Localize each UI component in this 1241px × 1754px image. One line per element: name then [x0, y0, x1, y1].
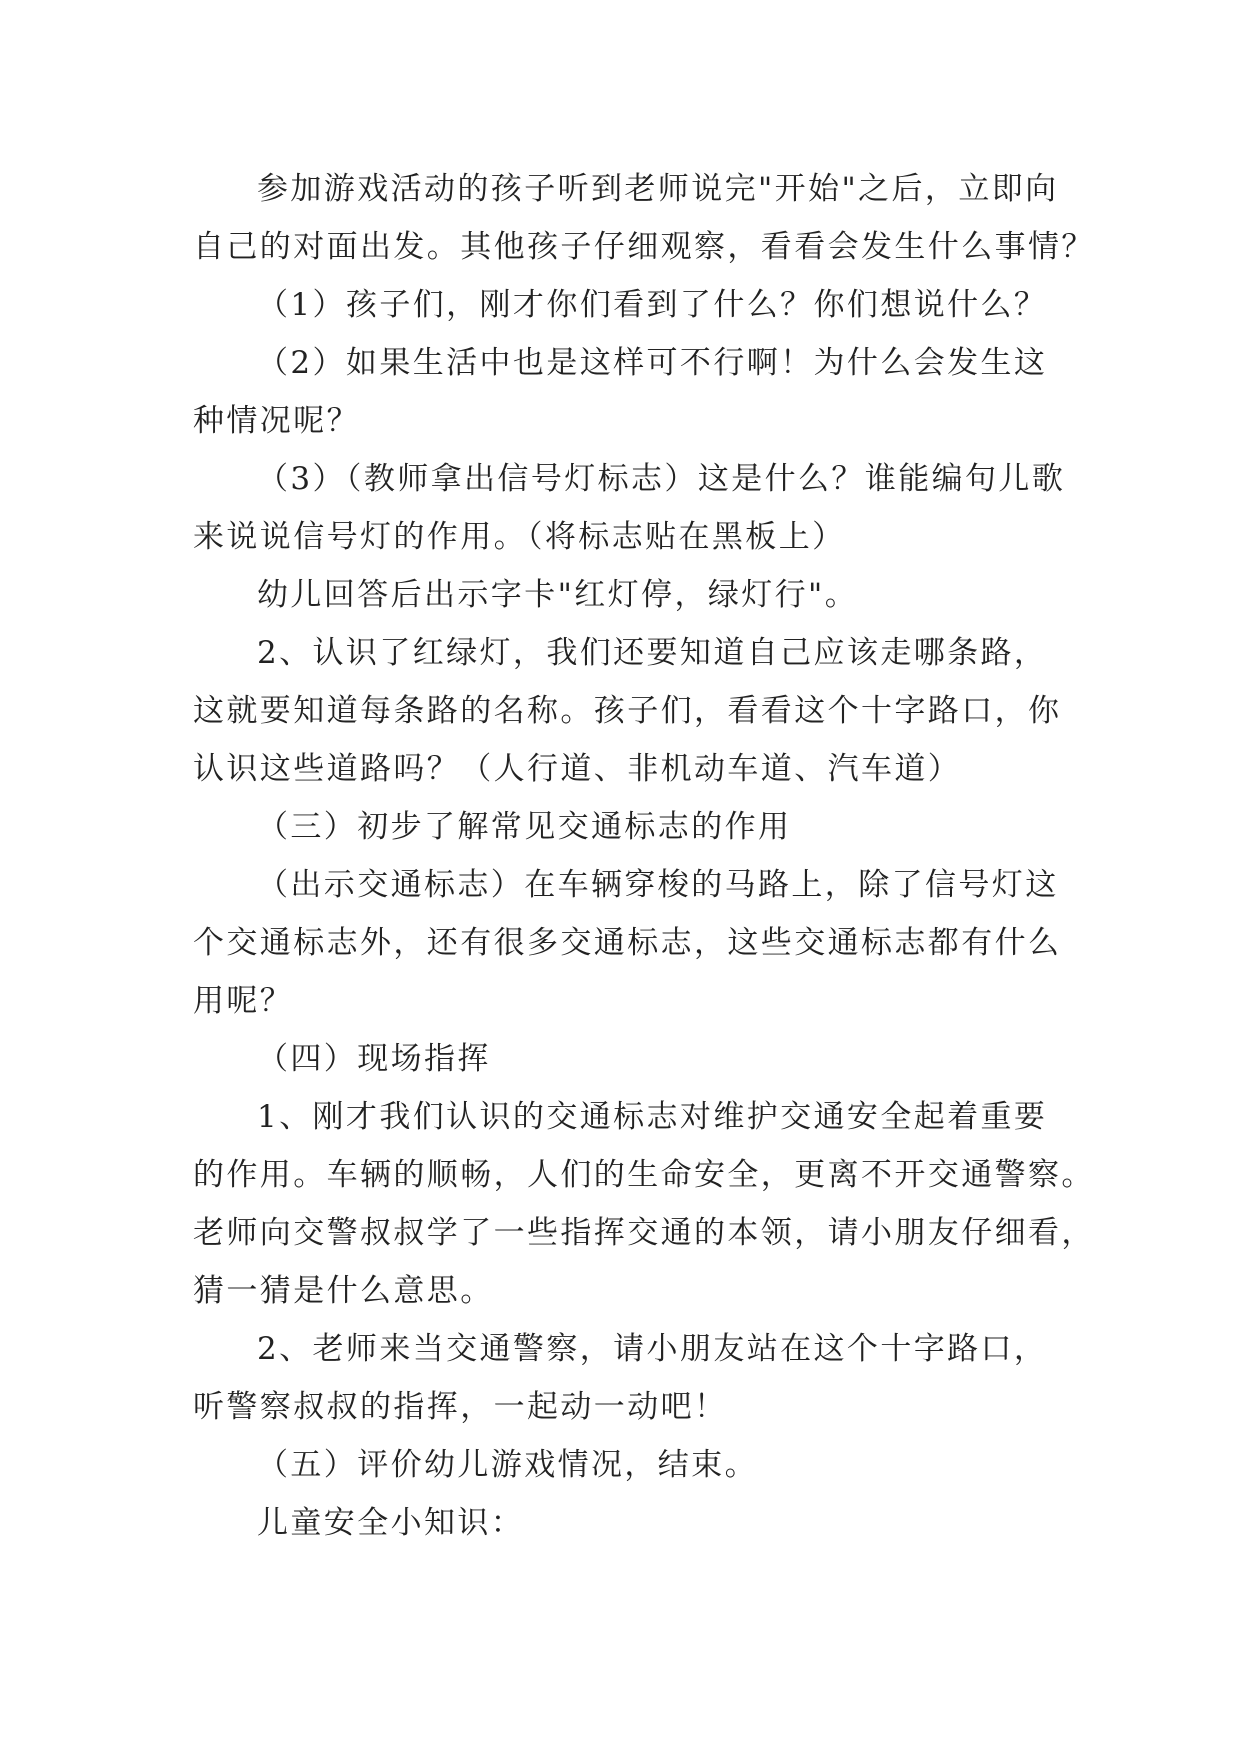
text-line-3: （1）孩子们，刚才你们看到了什么？你们想说什么？ — [257, 287, 1048, 323]
text-line-17: 1、刚才我们认识的交通标志对维护交通安全起着重要 — [257, 1099, 1048, 1135]
text-line-7: 来说说信号灯的作用。（将标志贴在黑板上） — [193, 519, 846, 555]
text-line-10: 这就要知道每条路的名称。孩子们，看看这个十字路口，你 — [193, 693, 1062, 729]
text-line-13: （出示交通标志）在车辆穿梭的马路上，除了信号灯这 — [257, 867, 1059, 903]
document-body — [193, 160, 1095, 1552]
text-line-11: 认识这些道路吗？（人行道、非机动车道、汽车道） — [193, 751, 962, 787]
text-line-21: 2、老师来当交通警察，请小朋友站在这个十字路口， — [257, 1331, 1048, 1367]
text-line-20: 猜一猜是什么意思。 — [193, 1273, 494, 1309]
text-line-14: 个交通标志外，还有很多交通标志，这些交通标志都有什么 — [193, 925, 1062, 961]
text-line-1: 参加游戏活动的孩子听到老师说完"开始"之后，立即向 — [257, 171, 1059, 207]
text-line-5: 种情况呢？ — [193, 403, 360, 439]
text-line-6: （3）（教师拿出信号灯标志）这是什么？谁能编句儿歌 — [257, 461, 1066, 497]
text-line-4: （2）如果生活中也是这样可不行啊！为什么会发生这 — [257, 345, 1048, 381]
text-line-18: 的作用。车辆的顺畅，人们的生命安全，更离不开交通警察。 — [193, 1157, 1095, 1193]
text-line-19: 老师向交警叔叔学了一些指挥交通的本领，请小朋友仔细看， — [193, 1215, 1095, 1251]
text-line-9: 2、认识了红绿灯，我们还要知道自己应该走哪条路， — [257, 635, 1048, 671]
text-line-8: 幼儿回答后出示字卡"红灯停，绿灯行"。 — [257, 577, 859, 613]
section-heading-3: （三）初步了解常见交通标志的作用 — [257, 809, 792, 845]
section-heading-4: （四）现场指挥 — [257, 1041, 491, 1077]
text-line-15: 用呢？ — [193, 983, 294, 1019]
safety-tips-heading: 儿童安全小知识： — [257, 1505, 525, 1541]
section-heading-5: （五）评价幼儿游戏情况，结束。 — [257, 1447, 758, 1483]
text-line-22: 听警察叔叔的指挥，一起动一动吧！ — [193, 1389, 728, 1425]
text-line-2: 自己的对面出发。其他孩子仔细观察，看看会发生什么事情？ — [193, 229, 1095, 265]
